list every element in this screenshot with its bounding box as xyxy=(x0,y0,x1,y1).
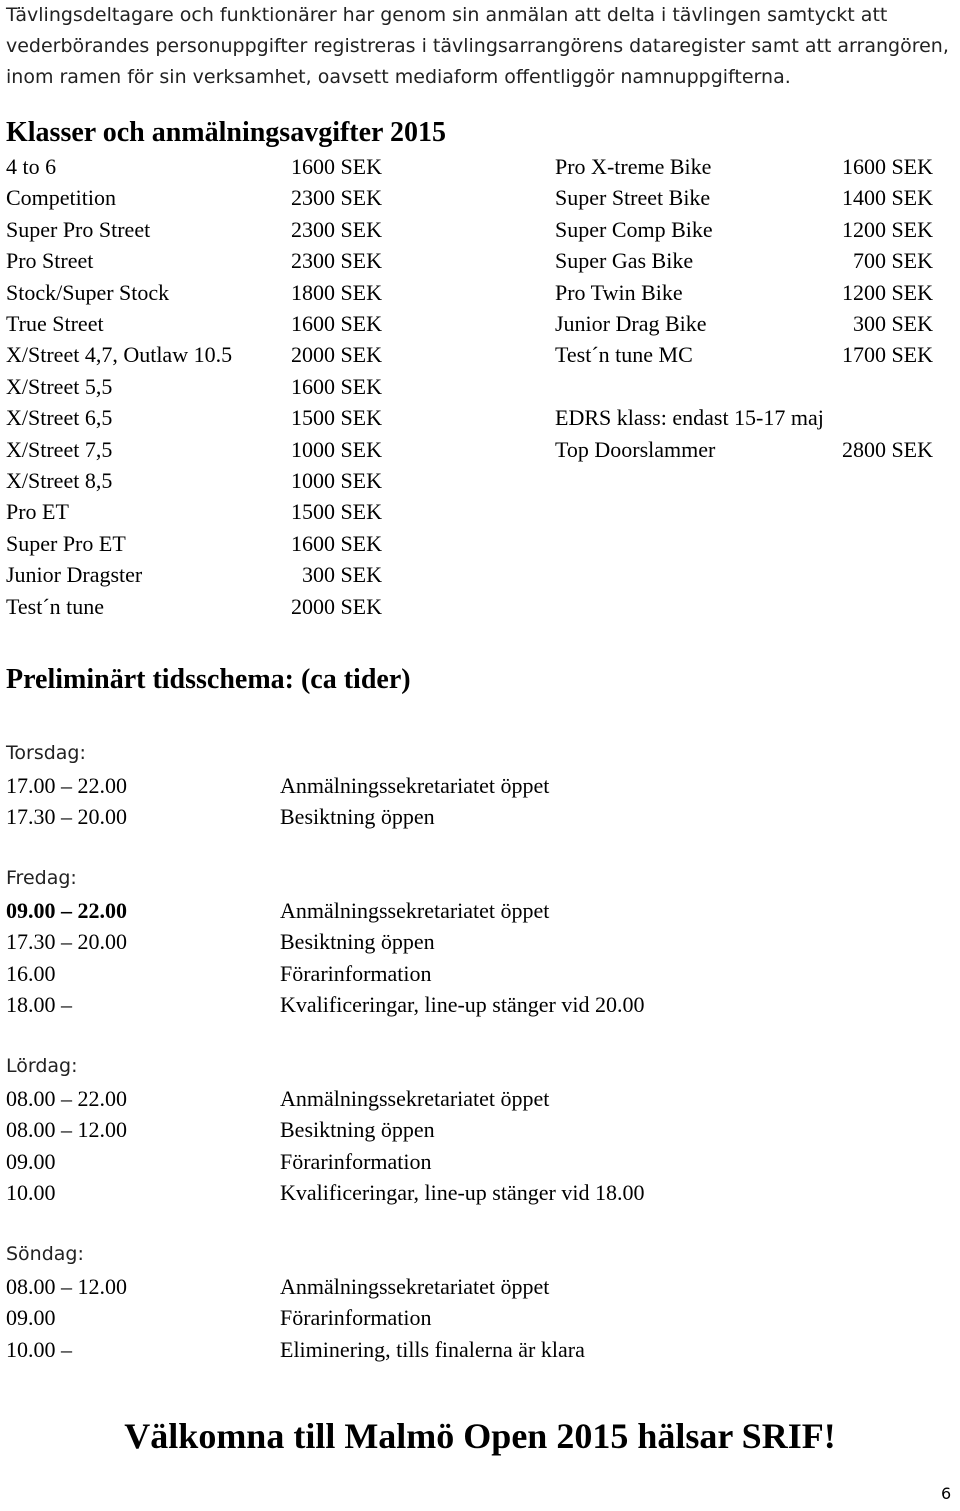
schedule-time: 10.00 xyxy=(6,1179,56,1205)
day-label: Söndag: xyxy=(6,1243,84,1265)
class-fee: 300 SEK xyxy=(301,562,382,588)
schedule-activity: Anmälningssekretariatet öppet xyxy=(280,1274,550,1299)
class-name: Pro Twin Bike xyxy=(555,279,683,305)
class-fee: 2300 SEK xyxy=(290,216,382,242)
class-name: Stock/Super Stock xyxy=(6,279,170,305)
consent-paragraph: Tävlingsdeltagare och funktionärer har genom sin anmälan att delta i tävlingen samtyckt att vederbörandes personuppgifter registreras i tävlingsarrangörens dataregister samt att arrangören, inom ramen för sin verksamhet, oavsett mediaform offentliggör namnuppgifterna. xyxy=(6,4,949,88)
class-name: Super Gas Bike xyxy=(555,248,694,274)
class-fee: 1600 SEK xyxy=(290,373,382,399)
class-name: Test´n tune MC xyxy=(555,342,693,368)
fees-heading: Klasser och anmälningsavgifter 2015 xyxy=(6,117,446,148)
class-name: Junior Drag Bike xyxy=(555,311,707,336)
class-name: X/Street 6,5 xyxy=(6,405,113,431)
schedule-activity: Anmälningssekretariatet öppet xyxy=(280,1086,550,1111)
edrs-note: EDRS klass: endast 15-17 maj xyxy=(555,405,824,430)
schedule-time: 18.00 – xyxy=(6,991,72,1017)
class-name: Test´n tune xyxy=(6,593,105,619)
class-name: True Street xyxy=(6,311,104,336)
class-fee: 1600 SEK xyxy=(841,154,933,179)
class-name: X/Street 7,5 xyxy=(6,436,113,462)
class-name: Super Pro Street xyxy=(6,216,151,242)
schedule-activity: Kvalificeringar, line-up stänger vid 18.00 xyxy=(280,1179,645,1205)
class-fee: 1000 SEK xyxy=(290,468,382,493)
class-name: X/Street 8,5 xyxy=(6,468,113,493)
class-fee: 1500 SEK xyxy=(290,405,382,431)
schedule-activity: Förarinformation xyxy=(280,1148,432,1174)
class-fee: 1500 SEK xyxy=(290,499,382,525)
class-name: Super Pro ET xyxy=(6,530,126,556)
class-fee: 1200 SEK xyxy=(841,279,933,305)
schedule-activity: Eliminering, tills finalerna är klara xyxy=(280,1336,585,1362)
class-fee: 2300 SEK xyxy=(290,248,382,274)
class-name: Pro Street xyxy=(6,248,94,274)
class-fee: 700 SEK xyxy=(852,248,933,274)
schedule-time: 08.00 – 22.00 xyxy=(6,1086,127,1111)
schedule-activity: Kvalificeringar, line-up stänger vid 20.00 xyxy=(280,991,645,1017)
schedule-time: 09.00 xyxy=(6,1305,56,1331)
class-fee: 1200 SEK xyxy=(841,216,933,242)
day-label: Fredag: xyxy=(6,867,77,889)
class-fee: 2000 SEK xyxy=(290,342,382,368)
schedule-time: 09.00 – 22.00 xyxy=(6,898,127,923)
schedule-heading: Preliminärt tidsschema: (ca tider) xyxy=(6,664,411,695)
class-name: X/Street 5,5 xyxy=(6,373,113,399)
schedule-time: 17.00 – 22.00 xyxy=(6,773,127,798)
schedule-activity: Förarinformation xyxy=(280,960,432,986)
class-name: Pro X-treme Bike xyxy=(555,154,712,179)
class-name: Super Comp Bike xyxy=(555,216,713,242)
schedule-time: 17.30 – 20.00 xyxy=(6,804,127,830)
class-fee: 1600 SEK xyxy=(290,311,382,336)
class-fee: 2000 SEK xyxy=(290,593,382,619)
class-fee: 2300 SEK xyxy=(290,185,382,211)
schedule-activity: Anmälningssekretariatet öppet xyxy=(280,773,550,798)
class-name: 4 to 6 xyxy=(6,154,57,179)
class-fee: 1600 SEK xyxy=(290,530,382,556)
page-number: 6 xyxy=(941,1484,952,1503)
schedule-time: 09.00 xyxy=(6,1148,56,1174)
schedule-activity: Anmälningssekretariatet öppet xyxy=(280,898,550,923)
class-name: Super Street Bike xyxy=(555,185,711,211)
class-fee: 1400 SEK xyxy=(841,185,933,211)
schedule-time: 16.00 xyxy=(6,960,56,986)
class-name: Top Doorslammer xyxy=(555,437,716,462)
day-label: Torsdag: xyxy=(6,742,86,764)
class-name: X/Street 4,7, Outlaw 10.5 xyxy=(6,342,233,368)
day-label: Lördag: xyxy=(6,1055,78,1077)
schedule-activity: Besiktning öppen xyxy=(280,1117,435,1143)
class-name: Pro ET xyxy=(6,499,69,525)
schedule-time: 08.00 – 12.00 xyxy=(6,1274,127,1299)
schedule-time: 17.30 – 20.00 xyxy=(6,929,127,955)
class-name: Junior Dragster xyxy=(6,562,143,588)
class-fee: 1800 SEK xyxy=(290,279,382,305)
schedule-time: 10.00 – xyxy=(6,1336,72,1362)
schedule-time: 08.00 – 12.00 xyxy=(6,1117,127,1143)
class-fee: 1600 SEK xyxy=(290,154,382,179)
class-fee: 1700 SEK xyxy=(841,342,933,368)
schedule-activity: Förarinformation xyxy=(280,1305,432,1331)
class-fee: 1000 SEK xyxy=(290,436,382,462)
closing-greeting: Välkomna till Malmö Open 2015 hälsar SRIF! xyxy=(124,1416,836,1456)
schedule-activity: Besiktning öppen xyxy=(280,804,435,830)
class-fee: 300 SEK xyxy=(852,311,933,336)
class-name: Competition xyxy=(6,185,116,211)
schedule-activity: Besiktning öppen xyxy=(280,929,435,955)
class-fee: 2800 SEK xyxy=(841,437,933,462)
